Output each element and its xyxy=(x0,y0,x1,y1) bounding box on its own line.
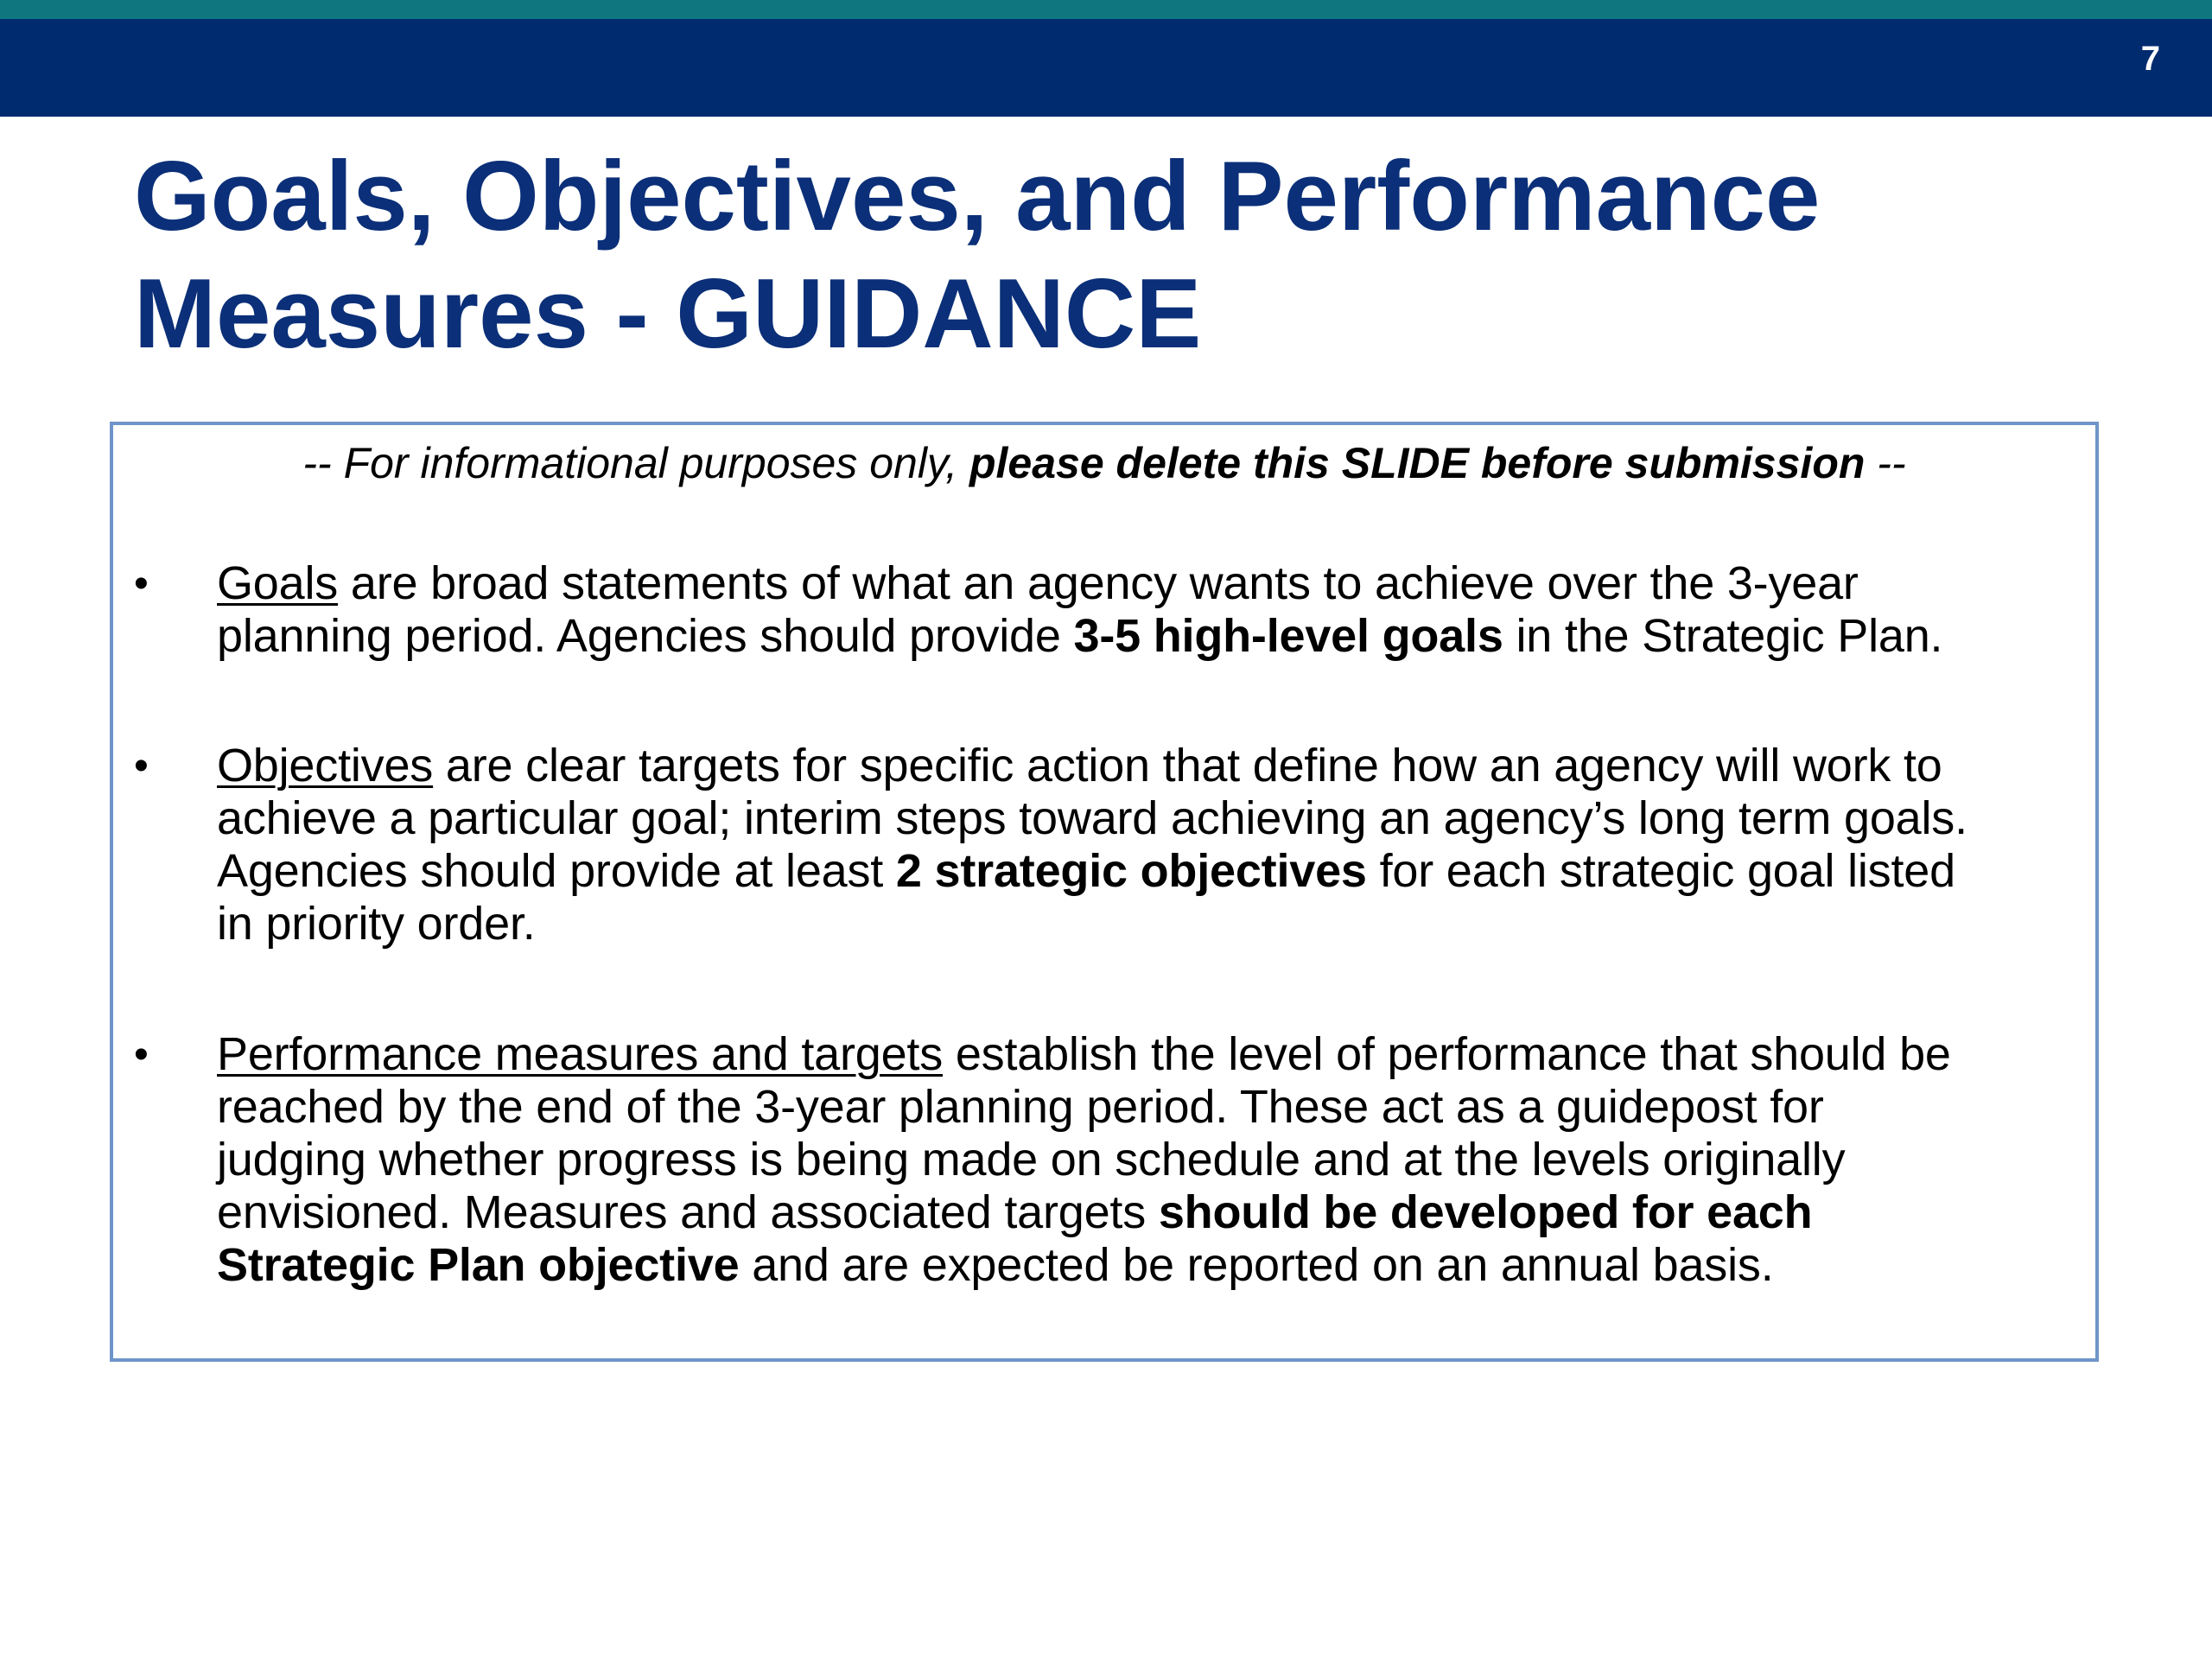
slide-title xyxy=(134,138,2121,373)
goals-line-2-before: planning period. Agencies should provide xyxy=(217,610,1074,662)
goals-bullet-symbol: • xyxy=(134,561,149,607)
objectives-bullet xyxy=(113,740,2095,964)
objectives-bullet-symbol: • xyxy=(134,743,149,789)
objectives-line-1-text: are clear targets for specific action that define how an agency will work to xyxy=(433,740,1942,791)
note-suffix: -- xyxy=(1865,439,1906,487)
goals-line-1-text: are broad statements of what an agency wants to achieve over the 3-year xyxy=(338,557,1859,609)
objectives-line-1 xyxy=(217,740,2101,792)
note-prefix: -- For informational purposes only, xyxy=(302,439,969,487)
objectives-emphasis: 2 strategic objectives xyxy=(895,845,1367,897)
objectives-line-2: achieve a particular goal; interim steps toward achieving an agency’s long term goals. xyxy=(217,792,1967,844)
performance-line-5-after: and are expected be reported on an annual basis. xyxy=(739,1239,1774,1291)
informational-note xyxy=(113,437,2095,489)
objectives-term: Objectives xyxy=(217,740,434,791)
slide-title-line-2: Measures - GUIDANCE xyxy=(134,259,1202,369)
goals-term: Goals xyxy=(217,557,339,609)
performance-measures-bullet xyxy=(113,1028,2095,1291)
goals-line-2-after: in the Strategic Plan. xyxy=(1503,610,1943,662)
slide-title-line-1: Goals, Objectives, and Performance xyxy=(134,142,1821,251)
header-bar xyxy=(0,19,2212,117)
performance-emphasis-2: Strategic Plan objective xyxy=(217,1239,740,1291)
performance-line-2: reached by the end of the 3-year planning period. These act as a guidepost for xyxy=(217,1081,1824,1133)
objectives-line-3 xyxy=(217,845,2101,898)
goals-emphasis: 3-5 high-level goals xyxy=(1073,610,1503,662)
objectives-bullet-text xyxy=(217,740,2101,950)
objectives-line-3-before: Agencies should provide at least xyxy=(217,845,896,897)
performance-line-1-text: establish the level of performance that should be xyxy=(943,1028,1951,1080)
guidance-box xyxy=(110,422,2099,1362)
performance-term: Performance measures and targets xyxy=(217,1028,944,1080)
objectives-line-3-after: for each strategic goal listed xyxy=(1366,845,1955,897)
objectives-line-4: in priority order. xyxy=(217,898,536,950)
performance-line-3: judging whether progress is being made on schedule and at the levels originally xyxy=(217,1134,1846,1185)
performance-emphasis-1: should be developed for each xyxy=(1158,1186,1813,1238)
performance-line-1 xyxy=(217,1028,2101,1081)
performance-bullet-symbol: • xyxy=(134,1032,149,1077)
performance-bullet-text xyxy=(217,1028,2101,1292)
goals-bullet-text xyxy=(217,557,2101,663)
slide-number: 7 xyxy=(2140,40,2160,78)
note-emphasis: please delete this SLIDE before submission xyxy=(969,439,1866,487)
performance-line-4 xyxy=(217,1186,2101,1239)
goals-line-1 xyxy=(217,557,2101,610)
performance-line-5 xyxy=(217,1239,2101,1292)
performance-line-4-before: envisioned. Measures and associated targets xyxy=(217,1186,1159,1238)
header-accent-strip xyxy=(0,0,2212,19)
goals-line-2 xyxy=(217,610,2101,663)
